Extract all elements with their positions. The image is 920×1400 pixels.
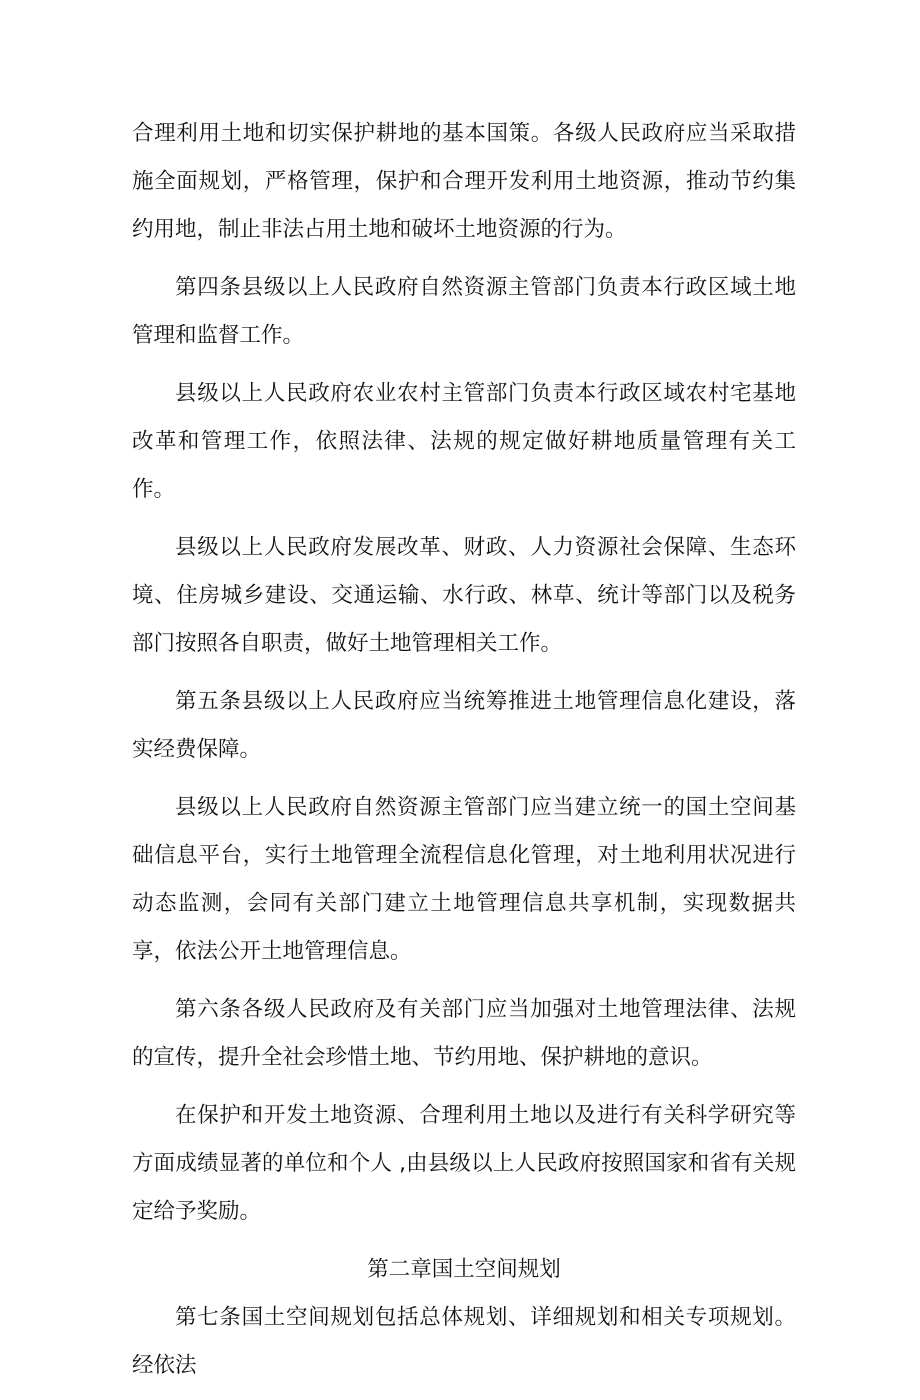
paragraph-article-6: 第六条各级人民政府及有关部门应当加强对土地管理法律、法规的宣传，提升全社会珍惜土地、节约用地、保护耕地的意识。 [132, 997, 796, 1070]
paragraph-rewards: 在保护和开发土地资源、合理利用土地以及进行有关科学研究等方面成绩显著的单位和个人 ,由县级以上人民政府按照国家和省有关规定给予奖励。 [132, 1103, 796, 1224]
chapter-heading: 第二章国土空间规划 [367, 1257, 561, 1282]
paragraph-other-depts: 县级以上人民政府发展改革、财政、人力资源社会保障、生态环境、住房城乡建设、交通运输、水行政、林草、统计等部门以及税务部门按照各自职责，做好土地管理相关工作。 [132, 535, 796, 656]
paragraph-article-4: 第四条县级以上人民政府自然资源主管部门负责本行政区域土地管理和监督工作。 [132, 275, 796, 348]
paragraph-agriculture-dept: 县级以上人民政府农业农村主管部门负责本行政区域农村宅基地改革和管理工作，依照法律、法规的规定做好耕地质量管理有关工作。 [132, 381, 796, 502]
paragraph-article-7: 第七条国土空间规划包括总体规划、详细规划和相关专项规划。经依法 [132, 1305, 796, 1378]
paragraph-continuation: 合理利用土地和切实保护耕地的基本国策。各级人民政府应当采取措施全面规划，严格管理，保护和合理开发利用土地资源，推动节约集约用地，制止非法占用土地和破坏土地资源的行为。 [132, 121, 796, 242]
paragraph-info-platform: 县级以上人民政府自然资源主管部门应当建立统一的国土空间基础信息平台，实行土地管理全流程信息化管理，对土地利用状况进行动态监测，会同有关部门建立土地管理信息共享机制，实现数据共享，依法公开土地管理信息。 [132, 795, 796, 964]
document-page [132, 110, 796, 1400]
paragraph-article-5: 第五条县级以上人民政府应当统筹推进土地管理信息化建设，落实经费保障。 [132, 689, 796, 762]
